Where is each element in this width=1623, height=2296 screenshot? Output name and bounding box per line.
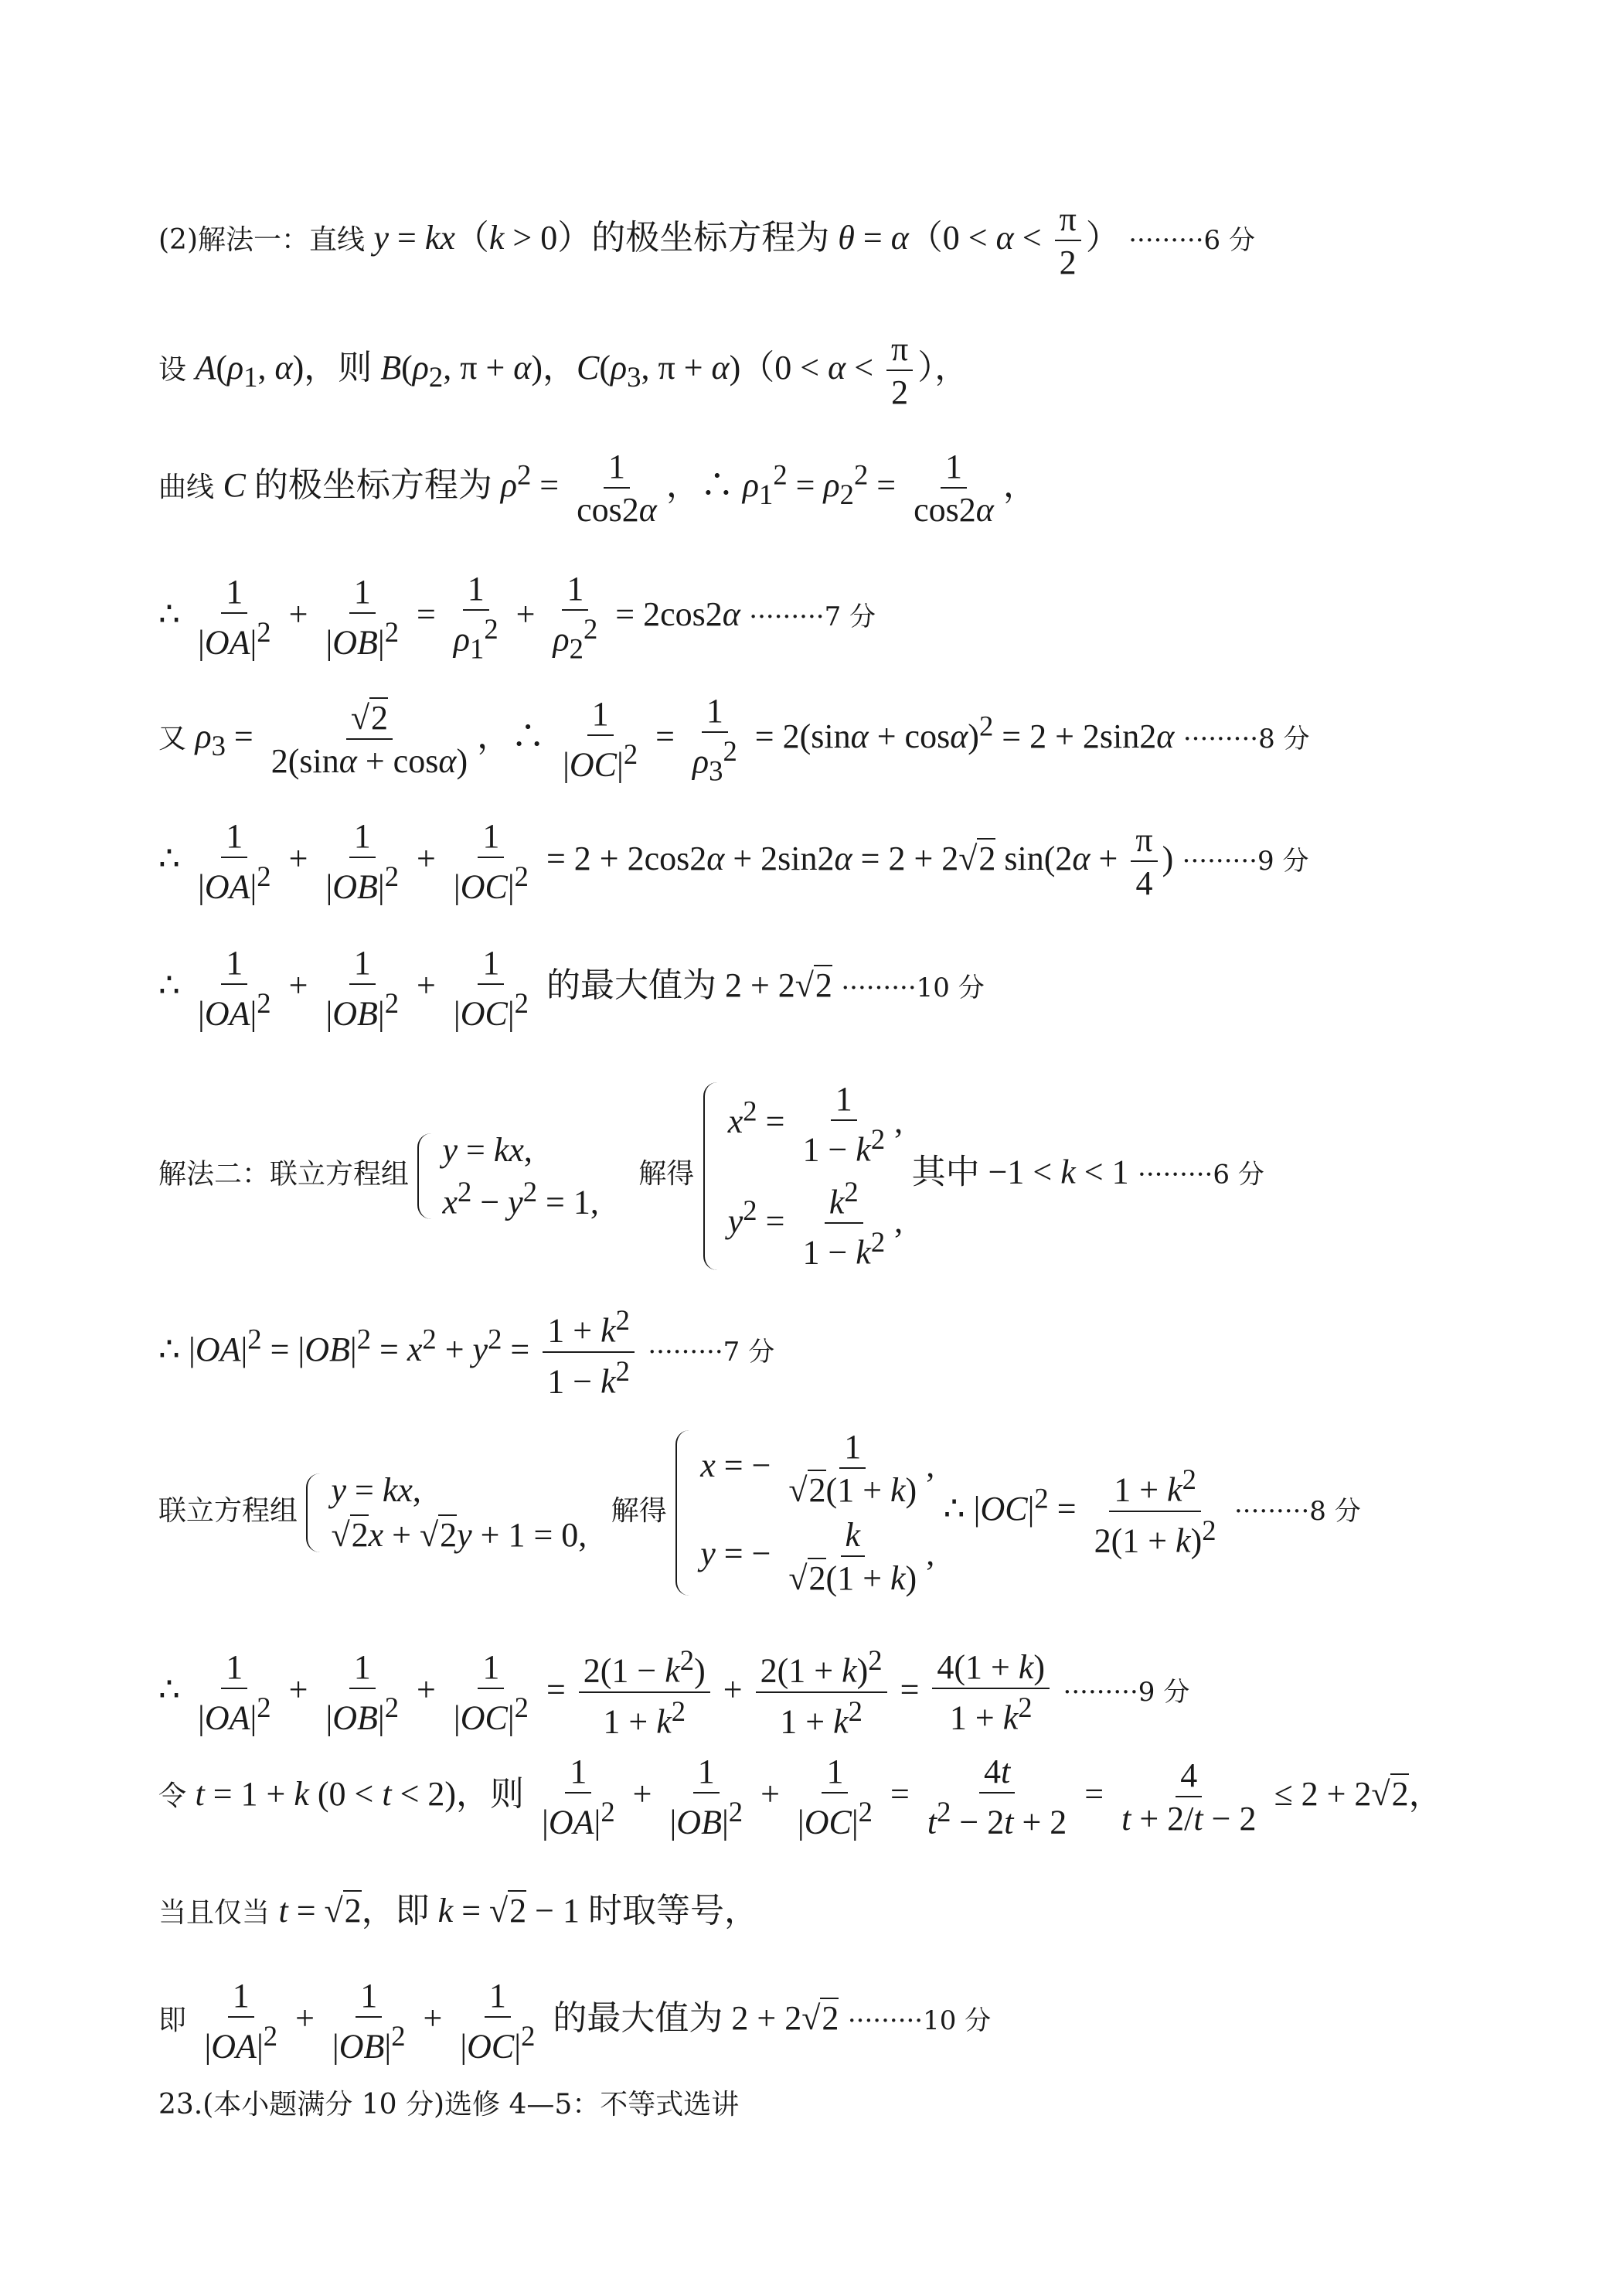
- solution-line-6: [158, 819, 1308, 904]
- score-mark: ·········9 分: [1063, 1676, 1190, 1708]
- line-label: 令: [158, 1780, 187, 1812]
- score-mark: ·········8 分: [1182, 724, 1310, 755]
- score-mark: ·········7 分: [749, 601, 876, 633]
- score-mark: ·········10 分: [841, 972, 985, 1003]
- brace: [417, 1133, 436, 1220]
- math-expression: $A(\rho_1$, α)，则 $B(\rho_2$, π + α)，$C(\rho_3$, π + α)（0 < α < $\frac{\pi}{2}$ ），: [195, 330, 969, 411]
- line-label: (2)解法一：直线: [158, 224, 365, 257]
- math-expression: ∴ $\frac{1}{|OA|^2}$ + $\frac{1}{|OB|^2}$ + $\frac{1}{|OC|^2}$ = $\frac{2(1 - k^2)}{1 + k^2}$ + $\frac{2(1 + k)^2}{1 + k^2}$ = $\frac{4(1 + k)}{1 + k^2}$: [158, 1671, 1054, 1708]
- brace: [703, 1082, 722, 1270]
- solution-line-2: [158, 332, 968, 410]
- score-mark: ·········6 分: [1138, 1159, 1264, 1191]
- math-expression: y = kx（k > 0）的极坐标方程为 θ = α（0 < α < $\frac{\pi}{2}$ ）: [373, 200, 1120, 281]
- solution-line-4: [158, 572, 876, 663]
- line-label: 23.(本小题满分 10 分)选修 4—5：不等式选讲: [158, 2089, 740, 2121]
- math-expression: ∴ $\frac{1}{|OA|^2}$ + $\frac{1}{|OB|^2}$ = $\frac{1}{\rho_1^2}$ + $\frac{1}{\rho_2^2}$ = 2cos2α: [158, 570, 740, 665]
- solution-line-7: [158, 946, 985, 1031]
- solution-line-11: [158, 1644, 1190, 1741]
- math-expression: $\rho_3$ = $\frac{√2}{2(\sin\alpha + \cos\alpha)}$ ，∴ $\frac{1}{|OC|^2}$ = $\frac{1}{\rho_3^2}$ = $2(\sin\alpha + \cos\alpha)^2 = 2 + 2\sin 2\alpha$: [195, 692, 1175, 787]
- line-label: 曲线: [158, 472, 215, 504]
- line-label: 联立方程组: [158, 1495, 298, 1527]
- score-mark: ·········8 分: [1234, 1496, 1361, 1527]
- score-mark: ·········6 分: [1128, 225, 1255, 257]
- equation-system: y = kx, $x^2 - y^2 = 1$,: [417, 1133, 598, 1220]
- solution-line-3: [158, 450, 1037, 527]
- line-label: 解法二：联立方程组: [158, 1158, 410, 1191]
- solution-system: $x^2$ = $\frac{1}{1 - k^2}$ , $y^2$ = $\frac{k^2}{1 - k^2}$ ,: [703, 1082, 903, 1270]
- solution-line-1: [158, 200, 1255, 281]
- line-label: 又: [158, 723, 187, 755]
- score-mark: ·········9 分: [1182, 845, 1309, 877]
- score-mark: ·········10 分: [847, 2005, 992, 2036]
- solution-line-9: [158, 1304, 775, 1401]
- solution-line-14: [158, 1979, 991, 2064]
- math-expression: C 的极坐标方程为 $\rho^2$ = $\frac{1}{\cos 2\alpha}$ ，∴ $\rho_1^2 = \rho_2^2$ = $\frac{1}{\cos 2\alpha}$ ，: [223, 448, 1037, 529]
- equation-system: y = kx, √2x + √2y + 1 = 0,: [306, 1473, 587, 1552]
- solution-system: x = − $\frac{1}{√2(1 + k)}$ , y = − $\frac{k}{√2(1 + k)}$ ,: [675, 1430, 934, 1596]
- brace: [675, 1430, 694, 1596]
- solution-line-10: 联立方程组 y = kx, √2x + √2y + 1 = 0, 解得 x = − $\frac{1}{√2(1 + k)}$ , y = − $\frac{k}{√2(1 + k)}$ , ∴ $|OC|^2$ = $\frac{1 + k^2}{2(1 + k)^2}$ ·········8 分: [158, 1428, 1361, 1597]
- math-expression: ∴ $\frac{1}{|OA|^2}$ + $\frac{1}{|OB|^2}$ + $\frac{1}{|OC|^2}$ 的最大值为 2 + 2√2: [158, 944, 832, 1033]
- math-expression: ∴ $\frac{1}{|OA|^2}$ + $\frac{1}{|OB|^2}$ + $\frac{1}{|OC|^2}$ = 2 + 2cos2α + 2sin2α = 2 + 2√2 sin(2α + $\frac{\pi}{4}$ ): [158, 817, 1174, 906]
- solution-line-8: 解法二：联立方程组 y = kx, $x^2 - y^2 = 1$, 解得 $x^2$ = $\frac{1}{1 - k^2}$ , $y^2$ = $\frac{k^2}{1 - k^2}$ , 其中 −1 < k < 1 ·········6 分: [158, 1080, 1264, 1272]
- line-label: 设: [158, 354, 187, 387]
- score-mark: ·········7 分: [648, 1336, 775, 1368]
- math-expression: $\frac{1}{|OA|^2}$ + $\frac{1}{|OB|^2}$ + $\frac{1}{|OC|^2}$ 的最大值为 2 + 2√2: [204, 1977, 839, 2066]
- math-expression: ∴ $|OA|^2 = |OB|^2 = x^2 + y^2$ = $\frac{1 + k^2}{1 - k^2}$: [158, 1330, 639, 1368]
- line-label: 即: [158, 2004, 187, 2036]
- math-expression: t = 1 + k (0 < t < 2)，则 $\frac{1}{|OA|^2}$ + $\frac{1}{|OB|^2}$ + $\frac{1}{|OC|^2}$ = $\frac{4t}{t^2 - 2t + 2}$ = $\frac{4}{t + 2/t - 2}$ ≤ 2 + 2√2，: [195, 1753, 1443, 1841]
- section-heading: [158, 2091, 739, 2119]
- line-label: 当且仅当: [158, 1897, 270, 1929]
- brace: [306, 1473, 325, 1552]
- math-expression: t = √2，即 k = √2 − 1 时取等号，: [278, 1892, 758, 1930]
- solution-line-5: [158, 694, 1310, 785]
